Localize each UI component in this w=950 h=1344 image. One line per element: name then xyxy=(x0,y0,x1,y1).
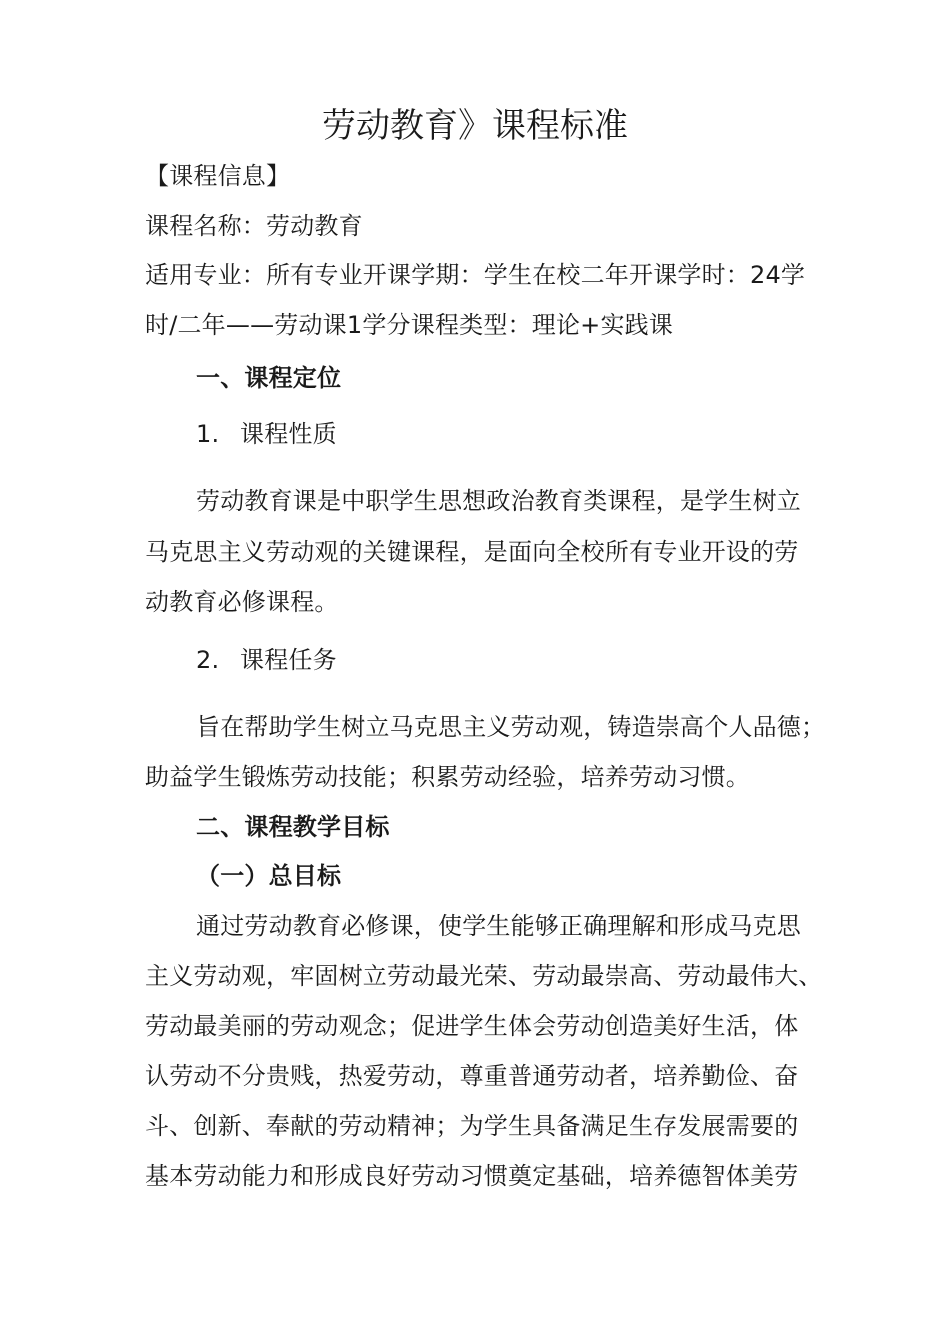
subsection-1-number: 1. xyxy=(196,420,220,448)
paragraph-line: 助益学生锻炼劳动技能；积累劳动经验，培养劳动习惯。 xyxy=(145,763,750,791)
page-title: 劳动教育》课程标准 xyxy=(322,106,628,146)
course-info-line-2: 时/二年——劳动课1学分课程类型：理论+实践课 xyxy=(145,311,674,339)
paragraph-line: 劳动教育课是中职学生思想政治教育类课程，是学生树立 xyxy=(196,487,801,515)
section-2-subheading: （一）总目标 xyxy=(196,862,342,890)
course-info-line-1: 适用专业：所有专业开课学期：学生在校二年开课学时：24学 xyxy=(145,261,806,289)
subsection-2-heading xyxy=(196,644,337,676)
paragraph-line: 认劳动不分贵贱，热爱劳动，尊重普通劳动者，培养勤俭、奋 xyxy=(145,1062,799,1090)
paragraph-line: 基本劳动能力和形成良好劳动习惯奠定基础，培养德智体美劳 xyxy=(145,1162,799,1190)
course-name-line: 课程名称：劳动教育 xyxy=(145,212,363,240)
subsection-2-number: 2. xyxy=(196,646,220,674)
paragraph-line: 旨在帮助学生树立马克思主义劳动观，铸造崇高个人品德； xyxy=(196,713,826,741)
paragraph-line: 通过劳动教育必修课，使学生能够正确理解和形成马克思 xyxy=(196,912,801,940)
subsection-1-label: 课程性质 xyxy=(240,420,337,448)
paragraph-line: 动教育必修课程。 xyxy=(145,588,339,616)
course-info-header: 【课程信息】 xyxy=(145,162,291,190)
subsection-2-label: 课程任务 xyxy=(240,646,337,674)
paragraph-line: 劳动最美丽的劳动观念；促进学生体会劳动创造美好生活，体 xyxy=(145,1012,799,1040)
paragraph-line: 主义劳动观，牢固树立劳动最光荣、劳动最崇高、劳动最伟大、 xyxy=(145,962,823,990)
paragraph-line: 斗、创新、奉献的劳动精神；为学生具备满足生存发展需要的 xyxy=(145,1112,799,1140)
section-2-heading: 二、课程教学目标 xyxy=(196,813,390,841)
subsection-1-heading xyxy=(196,418,337,450)
paragraph-line: 马克思主义劳动观的关键课程，是面向全校所有专业开设的劳 xyxy=(145,538,799,566)
section-1-heading: 一、课程定位 xyxy=(196,364,342,392)
